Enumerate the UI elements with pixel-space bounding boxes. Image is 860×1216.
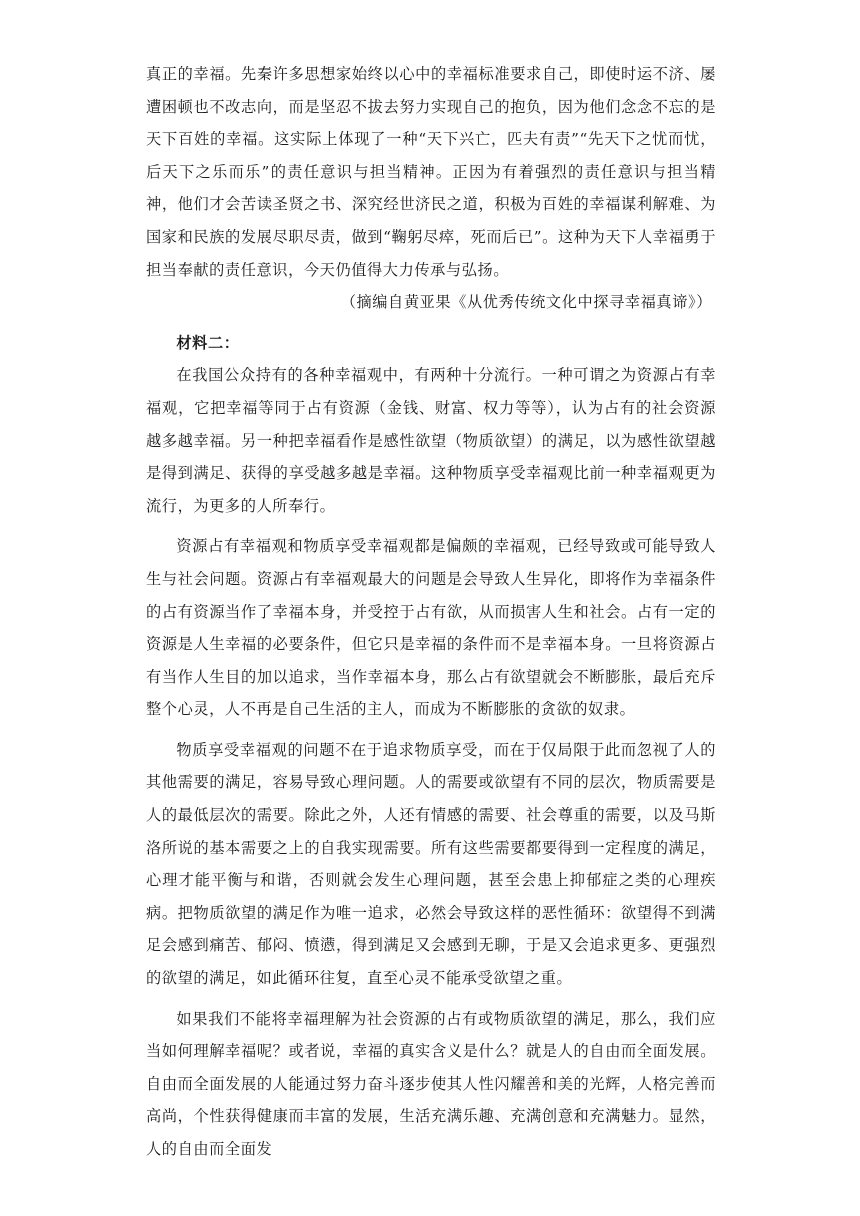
paragraph-1: 在我国公众持有的各种幸福观中，有两种十分流行。一种可谓之为资源占有幸福观，它把幸福等同于占有资源（金钱、财富、权力等等），认为占有的社会资源越多越幸福。另一种把幸福看作是感性欲望（物质欲望）的满足，以为感性欲望越是得到满足、获得的享受越多越是幸福。这种物质享受幸福观比前一种幸福观更为流行，为更多的人所奉行。 [146, 366, 716, 515]
source-attribution: （摘编自黄亚果《从优秀传统文化中探寻幸福真谛》） [340, 293, 712, 312]
section-label-material-two: 材料二： [176, 333, 240, 352]
paragraph-3: 物质享受幸福观的问题不在于追求物质享受，而在于仅局限于此而忽视了人的其他需要的满足，容易导致心理问题。人的需要或欲望有不同的层次，物质需要是人的最低层次的需要。除此之外，人还有情感的需要、社会尊重的需要，以及马斯洛所说的基本需要之上的自我实现需要。所有这些需要都要得到一定程度的满足，心理才能平衡与和谐，否则就会发生心理问题，甚至会患上抑郁症之类的心理疾病。把物质欲望的满足作为唯一追求，必然会导致这样的恶性循环：欲望得不到满足会感到痛苦、郁闷、愤懑，得到满足又会感到无聊，于是又会追求更多、更强烈的欲望的满足，如此循环往复，直至心灵不能承受欲望之重。 [146, 740, 716, 988]
paragraph-material-one-end: 真正的幸福。先秦许多思想家始终以心中的幸福标准要求自己，即使时运不济、屡遭困顿也不改志向，而是坚忍不拔去努力实现自己的抱负，因为他们念念不忘的是天下百姓的幸福。这实际上体现了一种“天下兴亡，匹夫有责”“先天下之忧而忧，后天下之乐而乐”的责任意识与担当精神。正因为有着强烈的责任意识与担当精神，他们才会苦读圣贤之书、深究经世济民之道，积极为百姓的幸福谋利解难、为国家和民族的发展尽职尽责，做到“鞠躬尽瘁，死而后已”。这种为天下人幸福勇于担当奉献的责任意识，今天仍值得大力传承与弘扬。 [146, 65, 716, 279]
paragraph-2: 资源占有幸福观和物质享受幸福观都是偏颇的幸福观，已经导致或可能导致人生与社会问题。资源占有幸福观最大的问题是会导致人生异化，即将作为幸福条件的占有资源当作了幸福本身，并受控于占有欲，从而损害人生和社会。占有一定的资源是人生幸福的必要条件，但它只是幸福的条件而不是幸福本身。一旦将资源占有当作人生目的加以追求，当作幸福本身，那么占有欲望就会不断膨胀，最后充斥整个心灵，人不再是自己生活的主人，而成为不断膨胀的贪欲的奴隶。 [146, 537, 716, 719]
document-page [146, 58, 716, 1166]
paragraph-4: 如果我们不能将幸福理解为社会资源的占有或物质欲望的满足，那么，我们应当如何理解幸福呢？或者说，幸福的真实含义是什么？就是人的自由而全面发展。自由而全面发展的人能通过努力奋斗逐步使其人性闪耀善和美的光辉，人格完善而高尚，个性获得健康而丰富的发展，生活充满乐趣、充满创意和充满魅力。显然，人的自由而全面发 [146, 1009, 716, 1158]
